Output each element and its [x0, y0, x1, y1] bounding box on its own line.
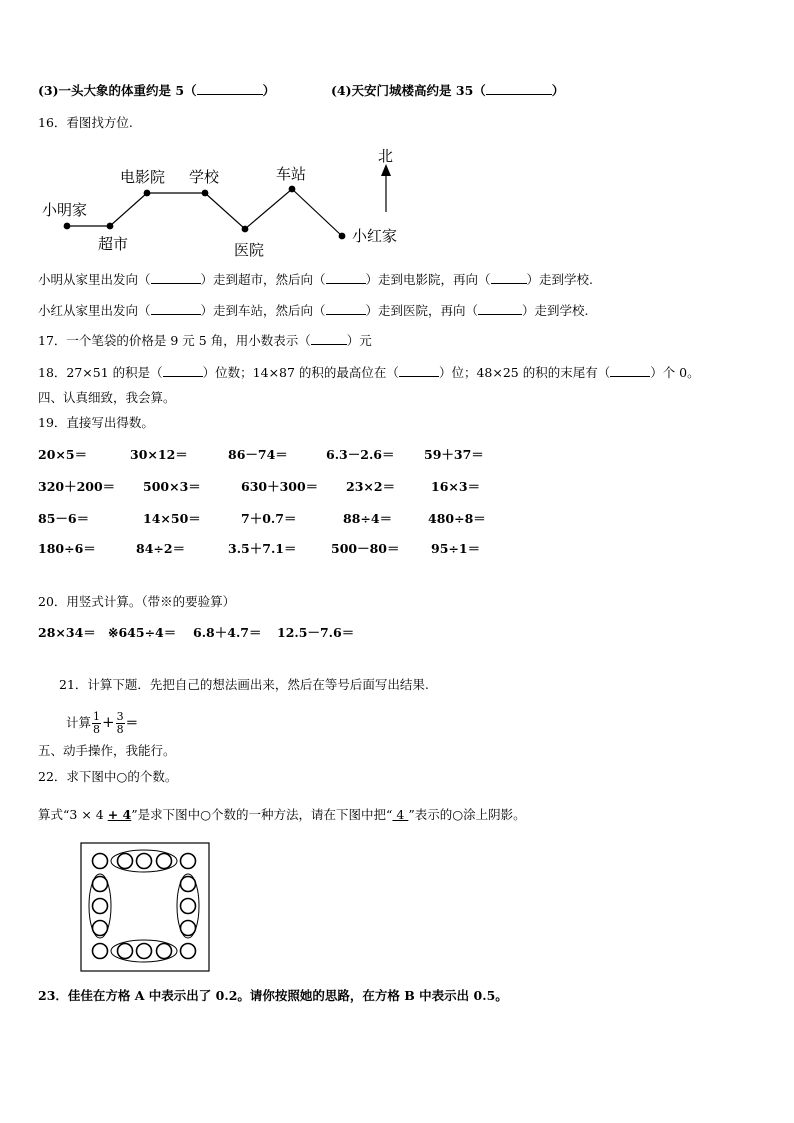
- calc-cell: 320＋200＝: [38, 479, 116, 494]
- calc-cell: 16×3＝: [431, 479, 481, 494]
- q15-part4-suffix: ）: [551, 83, 565, 98]
- vertical-calc-item: ※645÷4＝: [108, 625, 177, 640]
- q22-desc-a: 算式“3 × 4: [38, 807, 108, 822]
- question-15-part4: [331, 82, 564, 100]
- calc-cell: 95÷1＝: [431, 541, 481, 556]
- label-hospital: 医院: [234, 241, 265, 259]
- q18-c: ）位；48×25 的积的末尾有（: [438, 365, 611, 380]
- q15-part3-blank[interactable]: [197, 82, 263, 95]
- calc-cell: 500×3＝: [143, 479, 201, 494]
- question-21-title: 21．计算下题．先把自己的想法画出来，然后在等号后面写出结果.: [59, 677, 429, 692]
- circle: [93, 854, 108, 869]
- calc-cell: 86－74＝: [228, 447, 288, 462]
- q22-desc-d: 4: [392, 807, 409, 822]
- vertical-calc-item: 28×34＝: [38, 625, 96, 640]
- label-north: 北: [378, 147, 394, 165]
- circle: [137, 854, 152, 869]
- q16-l2-blank3[interactable]: [478, 302, 522, 315]
- north-arrow-head: [381, 164, 391, 176]
- q17-a: 17．一个笔袋的价格是 9 元 5 角，用小数表示（: [38, 333, 311, 348]
- q16-l2-c: ）走到医院，再向（: [365, 303, 479, 318]
- circle: [118, 944, 133, 959]
- question-20-title: 20．用竖式计算。（带※的要验算）: [38, 594, 236, 609]
- q22-desc-b: + 4: [107, 807, 132, 822]
- calc-cell: 14×50＝: [143, 511, 201, 526]
- q17-b: ）元: [346, 333, 372, 348]
- frac2-denominator: 8: [116, 723, 124, 736]
- q22-desc-e: ”表示的○涂上阴影。: [408, 807, 526, 822]
- q16-l1-blank1[interactable]: [151, 271, 201, 284]
- calc-cell: 85－6＝: [38, 511, 90, 526]
- question-18: [38, 364, 700, 382]
- q16-ming-route: [38, 271, 593, 289]
- calc-cell: 180÷6＝: [38, 541, 96, 556]
- q21-plus: +: [102, 713, 115, 731]
- vertical-calc-item: 12.5－7.6＝: [277, 625, 355, 640]
- q18-blank3[interactable]: [610, 364, 650, 377]
- dot-supermarket: [107, 223, 114, 230]
- calc-cell: 630＋300＝: [241, 479, 319, 494]
- figure-frame: [81, 843, 209, 971]
- dot-home-ming: [64, 223, 71, 230]
- dot-school: [202, 190, 209, 197]
- q16-l2-blank1[interactable]: [151, 302, 201, 315]
- frac1-numerator: 1: [93, 710, 101, 723]
- q15-part3-prefix: (3)一头大象的体重约是 5（: [38, 83, 197, 98]
- q22-desc-c: ”是求下图中○个数的一种方法，请在下图中把“: [131, 807, 393, 822]
- dot-hospital: [242, 226, 249, 233]
- circle: [181, 944, 196, 959]
- calc-cell: 59＋37＝: [424, 447, 484, 462]
- dot-home-hong: [339, 233, 346, 240]
- q16-l2-a: 小红从家里出发向（: [38, 303, 151, 318]
- calc-cell: 20×5＝: [38, 447, 88, 462]
- q18-d: ）个 0。: [650, 365, 700, 380]
- calc-cell: 6.3－2.6＝: [326, 447, 395, 462]
- q16-hong-route: [38, 302, 589, 320]
- q21-equals: ＝: [125, 715, 139, 730]
- question-17: [38, 332, 372, 350]
- circle: [181, 854, 196, 869]
- q15-part4-prefix: (4)天安门城楼高约是 35（: [331, 83, 486, 98]
- circle: [118, 854, 133, 869]
- q16-l1-d: ）走到学校.: [526, 272, 594, 287]
- calc-cell: 23×2＝: [346, 479, 396, 494]
- q18-b: ）位数；14×87 的积的最高位在（: [202, 365, 399, 380]
- circle-grid-figure: [80, 842, 212, 972]
- q16-l1-blank3[interactable]: [491, 271, 527, 284]
- section-4-heading: 四、认真细致，我会算。: [38, 390, 176, 405]
- q21-expression: [66, 707, 138, 738]
- calc-cell: 88÷4＝: [343, 511, 393, 526]
- circle: [181, 899, 196, 914]
- question-22-title: 22．求下图中○的个数。: [38, 769, 178, 784]
- calc-cell: 84÷2＝: [136, 541, 186, 556]
- q15-part4-blank[interactable]: [486, 82, 552, 95]
- direction-map: [0, 142, 794, 272]
- fraction-1-8: [92, 711, 101, 736]
- q16-l2-blank2[interactable]: [326, 302, 366, 315]
- label-home-ming: 小明家: [42, 201, 88, 219]
- circle: [157, 944, 172, 959]
- circle: [93, 899, 108, 914]
- calc-cell: 480÷8＝: [428, 511, 486, 526]
- frac2-numerator: 3: [116, 710, 124, 723]
- q17-blank[interactable]: [311, 332, 347, 345]
- label-school: 学校: [189, 168, 220, 186]
- question-23: 23．佳佳在方格 A 中表示出了 0.2。请你按照她的思路，在方格 B 中表示出 0.5。: [38, 988, 508, 1003]
- label-home-hong: 小红家: [352, 227, 398, 245]
- question-19-title: 19．直接写出得数。: [38, 415, 154, 430]
- q18-a: 18．27×51 的积是（: [38, 365, 163, 380]
- q16-l2-b: ）走到车站，然后向（: [200, 303, 326, 318]
- section-5-heading: 五、动手操作，我能行。: [38, 743, 176, 758]
- calc-cell: 7＋0.7＝: [241, 511, 297, 526]
- q16-l2-d: ）走到学校.: [522, 303, 589, 318]
- dot-cinema: [144, 190, 151, 197]
- q15-part3-suffix: ）: [262, 83, 276, 98]
- question-15-parts: [38, 82, 275, 100]
- vertical-calc-item: 6.8＋4.7＝: [193, 625, 262, 640]
- q18-blank1[interactable]: [163, 364, 203, 377]
- q16-l1-a: 小明从家里出发向（: [38, 272, 151, 287]
- circle: [137, 944, 152, 959]
- label-supermarket: 超市: [98, 235, 129, 253]
- q21-calc-label: 计算: [66, 715, 92, 730]
- question-16-title: 16．看图找方位.: [38, 115, 133, 130]
- q16-l1-b: ）走到超市，然后向（: [200, 272, 326, 287]
- calc-cell: 500－80＝: [331, 541, 400, 556]
- frac1-denominator: 8: [93, 723, 101, 736]
- circle: [93, 944, 108, 959]
- calc-cell: 3.5＋7.1＝: [228, 541, 297, 556]
- circle: [157, 854, 172, 869]
- q16-l1-blank2[interactable]: [326, 271, 366, 284]
- dot-station: [289, 186, 296, 193]
- q16-l1-c: ）走到电影院，再向（: [365, 272, 491, 287]
- q18-blank2[interactable]: [399, 364, 439, 377]
- q22-description: [38, 806, 526, 824]
- label-station: 车站: [276, 165, 307, 183]
- fraction-3-8: [116, 711, 125, 736]
- calc-cell: 30×12＝: [130, 447, 188, 462]
- label-cinema: 电影院: [120, 168, 166, 186]
